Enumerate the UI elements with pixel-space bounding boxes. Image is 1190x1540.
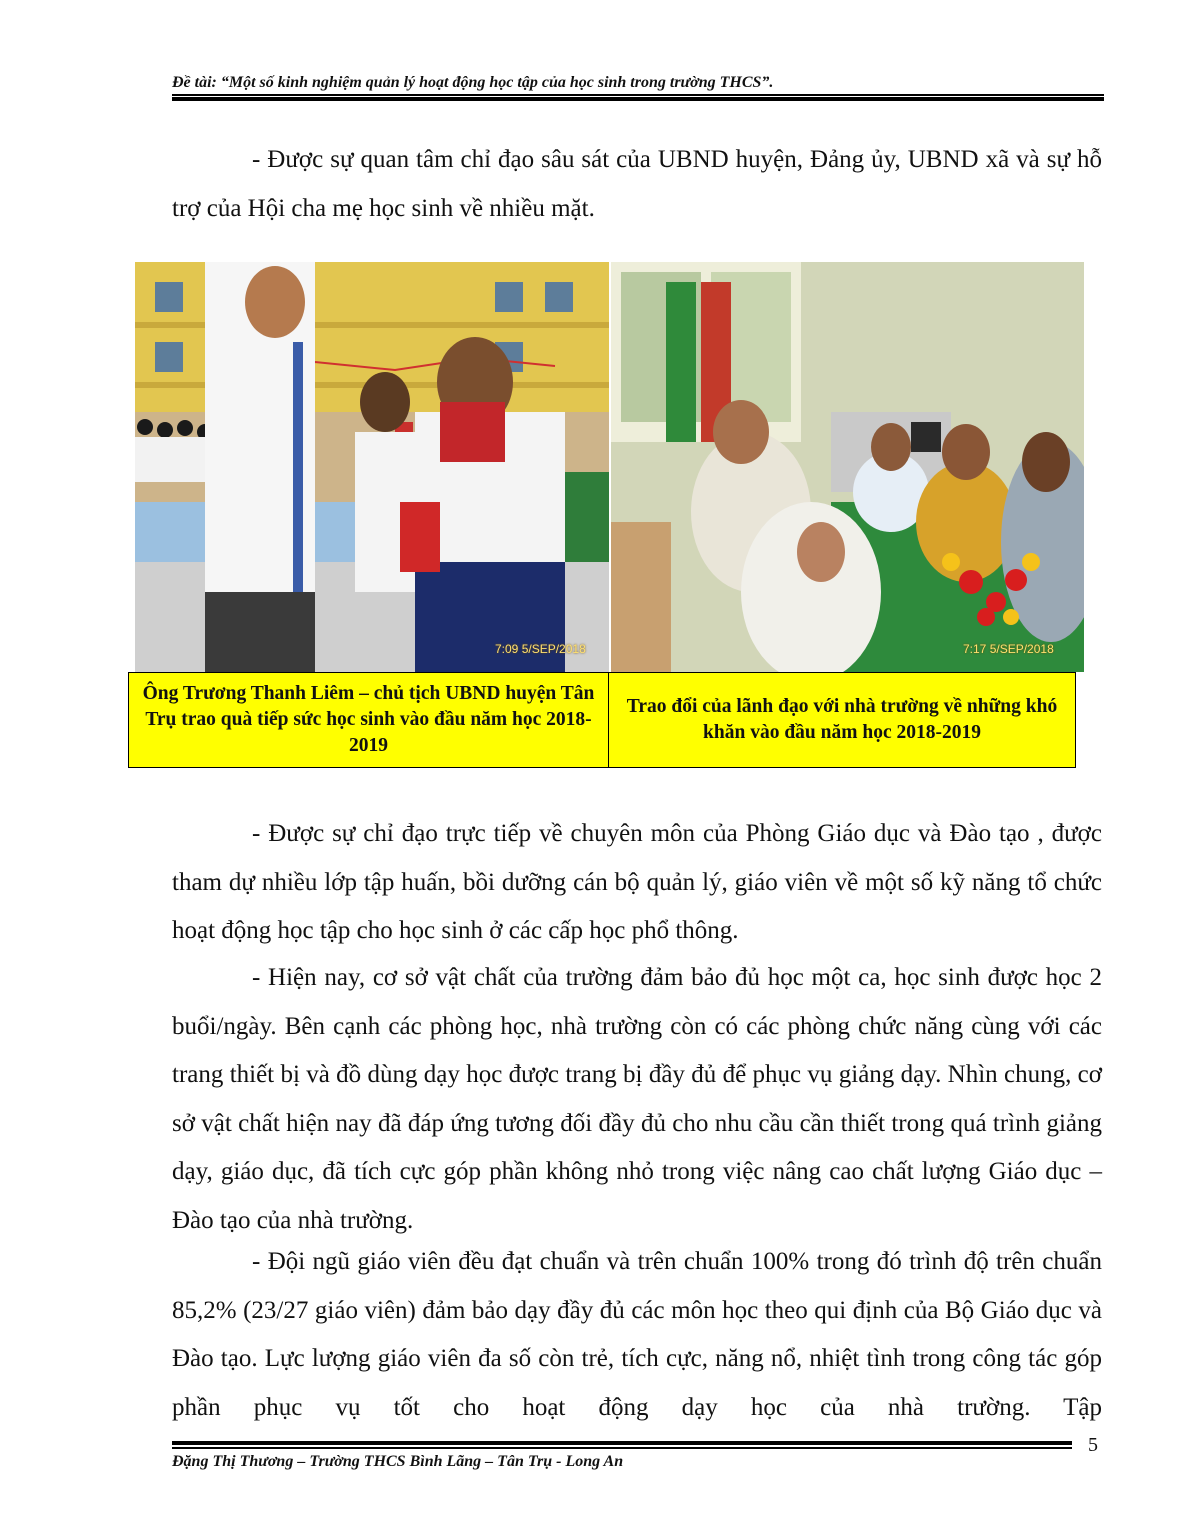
header-rule-thick xyxy=(172,97,1104,101)
footer-rule-thick xyxy=(172,1441,1072,1445)
photo-gift-giving xyxy=(135,262,609,672)
photo-meeting xyxy=(611,262,1084,672)
photo-meeting-image xyxy=(611,262,1084,672)
paragraph-support: - Được sự quan tâm chỉ đạo sâu sát của UBND huyện, Đảng ủy, UBND xã và sự hỗ trợ của Hội cha mẹ học sinh về nhiều mặt. xyxy=(172,146,1102,222)
paragraph-guidance: - Được sự chỉ đạo trực tiếp về chuyên môn của Phòng Giáo dục và Đào tạo , được tham dự nhiều lớp tập huấn, bồi dưỡng cán bộ quản lý, giáo viên về một số kỹ năng tổ chức hoạt động học tập cho học sinh ở các cấp học phổ thông. xyxy=(172,820,1102,944)
right-photo-timestamp: 7:17 5/SEP/2018 xyxy=(963,642,1054,656)
paragraph-teachers: - Đội ngũ giáo viên đều đạt chuẩn và trên chuẩn 100% trong đó trình độ trên chuẩn 85,2% (23/27 giáo viên) đảm bảo dạy đầy đủ các môn học theo qui định của Bộ Giáo dục và Đào tạo. Lực lượng giáo viên đa số còn trẻ, tích cực, năng nổ, nhiệt tình trong công tác góp phần phục vụ tốt cho hoạt động dạy học của nhà trường. Tập xyxy=(172,1248,1102,1421)
header-rule-thin xyxy=(172,94,1104,96)
photo-gift-giving-image xyxy=(135,262,609,672)
left-photo-timestamp: 7:09 5/SEP/2018 xyxy=(495,642,586,656)
header-title: Đề tài: “Một số kinh nghiệm quản lý hoạt động học tập của học sinh trong trường THCS”. xyxy=(172,74,774,91)
page-number: 5 xyxy=(1088,1434,1098,1456)
footer-author: Đặng Thị Thương – Trường THCS Bình Lãng – Tân Trụ - Long An xyxy=(172,1453,624,1470)
caption-right: Trao đổi của lãnh đạo với nhà trường về những khó khăn vào đầu năm học 2018-2019 xyxy=(626,696,1058,743)
caption-left: Ông Trương Thanh Liêm – chủ tịch UBND huyện Tân Trụ trao quà tiếp sức học sinh vào đầu năm học 2018-2019 xyxy=(129,673,609,767)
photo-caption-table xyxy=(128,672,1076,768)
footer-rule-thin xyxy=(172,1447,1072,1449)
paragraph-facilities: - Hiện nay, cơ sở vật chất của trường đảm bảo đủ học một ca, học sinh được học 2 buổi/ngày. Bên cạnh các phòng học, nhà trường còn có các phòng chức năng cùng với các trang thiết bị và đồ dùng dạy học được trang bị đầy đủ để phục vụ giảng dạy. Nhìn chung, cơ sở vật chất hiện nay đã đáp ứng tương đối đầy đủ cho nhu cầu cần thiết trong quá trình giảng dạy, giáo dục, đã tích cực góp phần không nhỏ trong việc nâng cao chất lượng Giáo dục – Đào tạo của nhà trường. xyxy=(172,964,1102,1234)
